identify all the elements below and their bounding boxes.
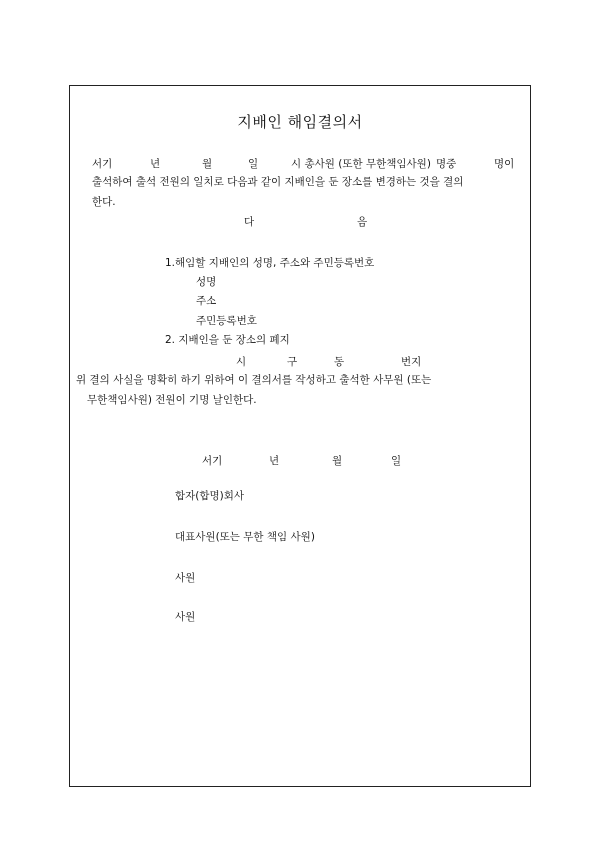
closing-line-1: 위 결의 사실을 명확히 하기 위하여 이 결의서를 작성하고 출석한 사무원 (또는	[76, 374, 432, 386]
dong-label: 동	[334, 356, 345, 368]
closing-line-2: 무한책임사원) 전원이 기명 날인한다.	[87, 394, 257, 406]
da-label: 다	[244, 216, 255, 228]
item-1-name: 성명	[196, 276, 217, 288]
among-label: 명중	[436, 158, 457, 170]
date-year-label: 년	[269, 455, 280, 467]
item-1-id-number: 주민등록번호	[196, 315, 257, 327]
seogi-label: 서기	[92, 158, 113, 170]
day-label: 일	[248, 158, 259, 170]
month-label: 월	[202, 158, 213, 170]
lot-number-label: 번지	[401, 356, 422, 368]
hour-members-label: 시 총사원 (또한 무한책임사원)	[291, 158, 431, 170]
item-1-heading: 1.해임할 지배인의 성명, 주소와 주민등록번호	[165, 257, 375, 269]
item-2-heading: 2. 지배인을 둔 장소의 폐지	[165, 334, 290, 346]
document-frame	[69, 85, 531, 787]
intro-line-2: 출석하여 출석 전원의 일치로 다음과 같이 지배인을 둔 장소를 변경하는 것을 결의	[92, 176, 464, 188]
date-day-label: 일	[391, 455, 402, 467]
city-label: 시	[236, 356, 247, 368]
representative-label: 대표사원(또는 무한 책임 사원)	[175, 531, 315, 543]
document-title: 지배인 해임결의서	[237, 113, 363, 131]
member-2-label: 사원	[175, 611, 196, 623]
member-1-label: 사원	[175, 572, 196, 584]
persons-label: 명이	[494, 158, 515, 170]
year-label: 년	[150, 158, 161, 170]
date-month-label: 월	[332, 455, 343, 467]
eum-label: 음	[357, 216, 368, 228]
district-label: 구	[287, 356, 298, 368]
item-1-address: 주소	[196, 295, 217, 307]
company-name-label: 합자(합명)회사	[175, 490, 245, 502]
date-seogi-label: 서기	[202, 455, 223, 467]
intro-line-3: 한다.	[92, 196, 116, 208]
